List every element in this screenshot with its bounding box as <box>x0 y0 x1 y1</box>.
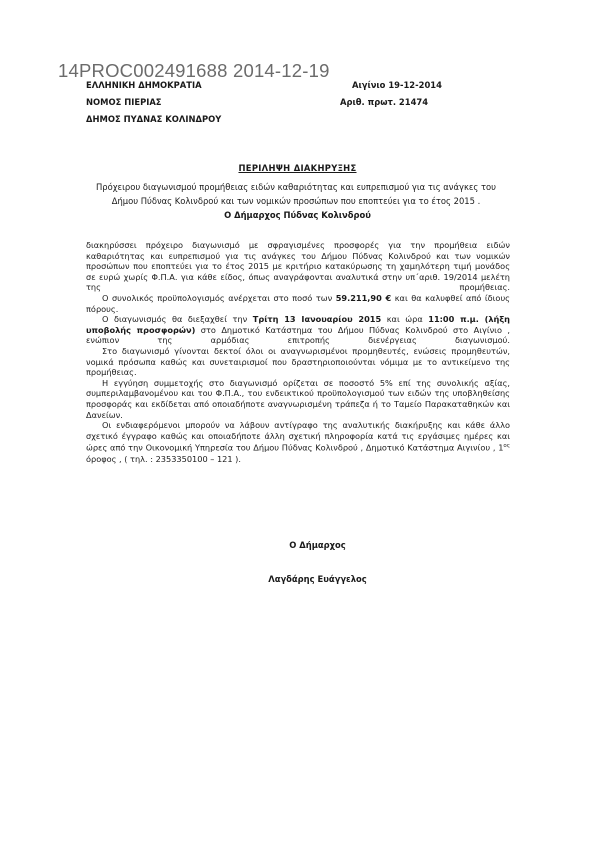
paragraph-eligibility: Στο διαγωνισμό γίνονται δεκτοί όλοι οι αναγνωρισμένοι προμηθευτές, ενώσεις προμηθευτών, νομικά πρόσωπα καθώς και συνεταιρισμοί που δραστηριοποιούνται νόμιμα με το αντικείμενο της προμήθειας. <box>86 345 510 378</box>
document-title: ΠΕΡΙΛΗΨΗ ΔΙΑΚΗΡΥΞΗΣ <box>238 163 357 173</box>
header-municipality: ΔΗΜΟΣ ΠΥΔΝΑΣ ΚΟΛΙΝΔΡΟΥ <box>86 114 222 124</box>
information-text-post: όροφος , ( τηλ. : 2353350100 – 121 ). <box>86 453 241 464</box>
document-id-stamp: 14PROC002491688 2014-12-19 <box>58 60 330 81</box>
schedule-text-post: στο Δημοτικό Κατάστημα του Δήμου Πύδνας Κολινδρού στο Αιγίνιο , ενώπιον της αρμόδιας επιτροπής διενέργειας διαγωνισμού. <box>86 324 510 346</box>
information-text-pre: Οι ενδιαφερόμενοι μπορούν να λάβουν αντίγραφο της αναλυτικής διακήρυξης και κάθε άλλο σχετικό έγγραφο καθώς και οποιαδήποτε άλλη σχετική πληροφορία κατά τις εργάσιμες ημέρες και ώρες από την Οικονομική Υπηρεσία του Δήμου Πύδνας Κολινδρού , Δημοτικό Κατάστημα Αιγινίου , 1 <box>86 420 510 454</box>
schedule-text-pre: Ο διαγωνισμός θα διεξαχθεί την <box>102 314 253 325</box>
tender-time: 11:00 π.μ. (λήξη υποβολής προσφορών) <box>86 314 511 335</box>
budget-text-post: και θα καλυφθεί από ίδιους πόρους. <box>86 292 510 314</box>
budget-amount: 59.211,90 € <box>335 292 392 303</box>
paragraph-budget <box>86 293 510 314</box>
schedule-text-mid: και ώρα <box>381 314 429 325</box>
signature-title: Ο Δήμαρχος <box>289 540 346 550</box>
signature-name: Λαγδάρης Ευάγγελος <box>268 574 367 584</box>
header-date: Αιγίνιο 19-12-2014 <box>352 80 442 90</box>
paragraph-procurement: διακηρύσσει πρόχειρο διαγωνισμό με σφραγισμένες προσφορές για την προμήθεια ειδών καθαριότητας και ευπρεπισμού για τις ανάγκες του Δήμου Πύδνας Κολινδρού και των νομικών προσώπων που εποπτεύει για το έτος 2015 με κριτήριο κατακύρωσης τη χαμηλότερη τιμή μονάδος σε ευρώ χωρίς Φ.Π.Α. για κάθε είδος, όπως αναγράφονται αναλυτικά στην υπ΄αριθ. 19/2014 μελέτη της προμήθειας. <box>86 240 510 293</box>
paragraph-information <box>86 420 510 464</box>
issuer-line: Ο Δήμαρχος Πύδνας Κολινδρού <box>224 210 371 220</box>
floor-superscript: ος <box>503 443 510 450</box>
announcement-body <box>86 240 510 464</box>
budget-text-pre: Ο συνολικός προϋπολογισμός ανέρχεται στο ποσό των <box>102 292 336 303</box>
paragraph-schedule <box>86 314 510 346</box>
document-subtitle: Πρόχειρου διαγωνισμού προμήθειας ειδών καθαριότητας και ευπρεπισμού για τις ανάγκες του Δήμου Πύδνας Κολινδρού και των νομικών προσώπων που εποπτεύει για το έτος 2015 . <box>95 182 497 206</box>
tender-date: Τρίτη 13 Ιανουαρίου 2015 <box>252 314 382 325</box>
header-prefecture: ΝΟΜΟΣ ΠΙΕΡΙΑΣ <box>86 97 162 107</box>
header-protocol-number: Αριθ. πρωτ. 21474 <box>340 97 429 107</box>
header-country: ΕΛΛΗΝΙΚΗ ΔΗΜΟΚΡΑΤΙΑ <box>86 80 202 90</box>
paragraph-guarantee: Η εγγύηση συμμετοχής στο διαγωνισμό ορίζεται σε ποσοστό 5% επί της συνολικής αξίας, συμπεριλαμβανομένου και του Φ.Π.Α., του ενδεικτικού προϋπολογισμού των ειδών της υποβληθείσης προσφοράς και εκδίδεται από οποιαδήποτε αναγνωρισμένη τράπεζα ή το Ταμείο Παρακαταθηκών και Δανείων. <box>86 377 510 420</box>
